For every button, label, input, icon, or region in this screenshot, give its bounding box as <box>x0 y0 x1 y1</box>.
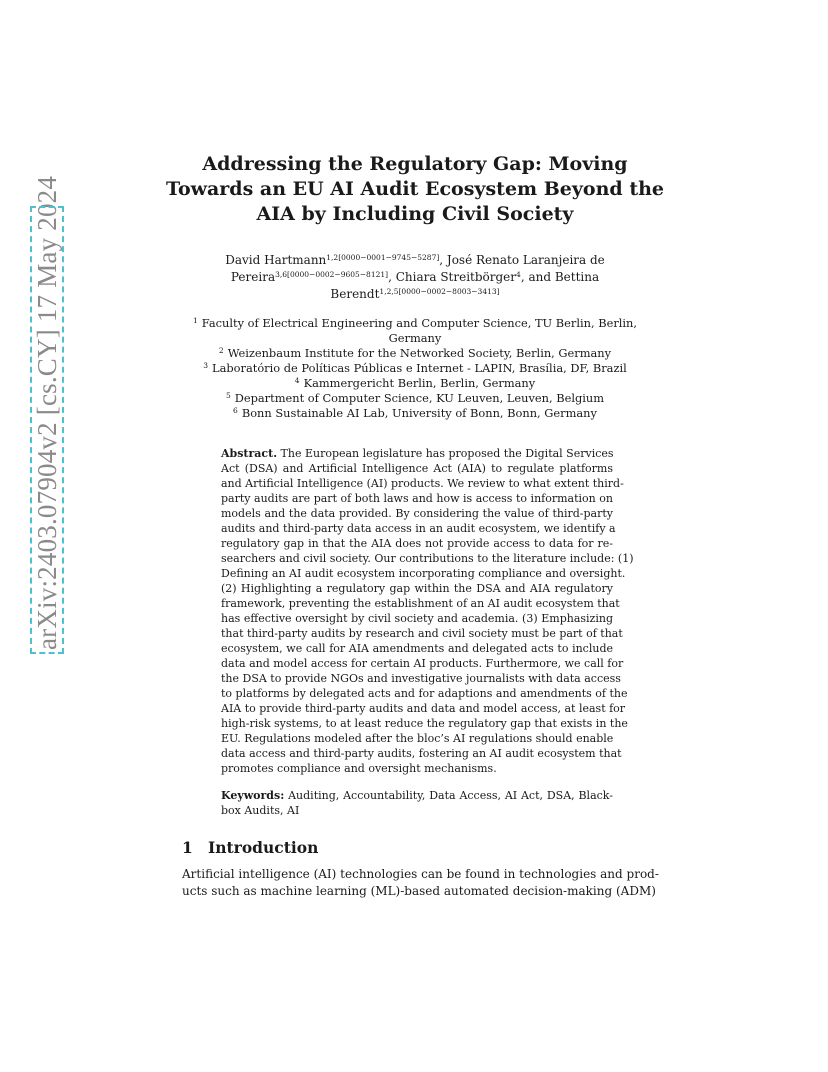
affiliation-item <box>180 346 650 361</box>
abstract-line: and Artificial Intelligence (AI) products. We review to what extent third- <box>221 477 624 490</box>
author-affiliation-marker: 1,2[0000−0001−9745−5287] <box>326 253 440 262</box>
keywords <box>221 788 613 818</box>
abstract <box>221 446 634 776</box>
affiliation-item <box>180 406 650 421</box>
body-text-line: ucts such as machine learning (ML)-based automated decision-making (ADM) <box>182 884 656 898</box>
paper-title <box>150 152 680 227</box>
abstract-line: to platforms by delegated acts and for adaptions and amendments of the <box>221 687 628 700</box>
author-list <box>190 252 640 303</box>
section-heading <box>182 838 318 858</box>
affiliation-text: Kammergericht Berlin, Berlin, Germany <box>303 376 536 390</box>
abstract-line: searchers and civil society. Our contributions to the literature include: (1) <box>221 552 634 565</box>
abstract-line: the DSA to provide NGOs and investigative journalists with data access <box>221 672 621 685</box>
abstract-line: ecosystem, we call for AIA amendments and delegated acts to include <box>221 642 613 655</box>
author-name: Pereira <box>230 270 276 284</box>
author-line <box>190 286 640 303</box>
abstract-line: high-risk systems, to at least reduce the regulatory gap that exists in the <box>221 717 628 730</box>
affiliation-number: 6 <box>233 406 238 415</box>
author-name: , José Renato Laranjeira de <box>439 253 605 267</box>
author-name: , and Bettina <box>520 270 600 284</box>
title-line: AIA by Including Civil Society <box>256 203 574 225</box>
affiliation-number: 5 <box>225 391 231 400</box>
author-name: David Hartmann <box>225 253 327 267</box>
abstract-line: that third-party audits by research and civil society must be part of that <box>221 627 623 640</box>
abstract-label: Abstract. <box>221 447 278 460</box>
affiliation-text: Bonn Sustainable AI Lab, University of Bonn, Bonn, Germany <box>241 406 597 420</box>
affiliation-text: Faculty of Electrical Engineering and Computer Science, TU Berlin, Berlin, <box>201 316 638 330</box>
affiliation-number: 4 <box>294 376 300 385</box>
abstract-line: models and the data provided. By considering the value of third-party <box>221 507 613 520</box>
affiliation-item <box>180 361 650 376</box>
author-affiliation-marker: 4 <box>516 270 521 279</box>
author-line <box>190 269 640 286</box>
abstract-line: Act (DSA) and Artificial Intelligence Act (AIA) to regulate platforms <box>221 462 613 475</box>
abstract-line: promotes compliance and oversight mechanisms. <box>221 762 497 775</box>
section-title: Introduction <box>208 838 319 857</box>
author-affiliation-marker: 3,6[0000−0002−9605−8121] <box>275 270 389 279</box>
affiliation-text: Laboratório de Políticas Públicas e Internet - LAPIN, Brasília, DF, Brazil <box>212 361 627 375</box>
arxiv-identifier-stamp: arXiv:2403.07904v2 [cs.CY] 17 May 2024 <box>32 175 62 650</box>
affiliation-number: 2 <box>218 346 224 355</box>
author-line <box>190 252 640 269</box>
affiliation-item <box>180 316 650 331</box>
abstract-line: data and model access for certain AI products. Furthermore, we call for <box>221 657 624 670</box>
affiliation-text: Germany <box>388 331 442 345</box>
abstract-line: (2) Highlighting a regulatory gap within the DSA and AIA regulatory <box>221 582 613 595</box>
affiliation-text: Department of Computer Science, KU Leuven, Leuven, Belgium <box>234 391 605 405</box>
keywords-label: Keywords: <box>221 789 285 802</box>
title-line: Towards an EU AI Audit Ecosystem Beyond the <box>166 178 664 200</box>
affiliation-list <box>180 316 650 421</box>
author-name: Berendt <box>330 287 380 301</box>
affiliation-item <box>180 391 650 406</box>
author-name: , Chiara Streitbörger <box>388 270 517 284</box>
abstract-line: data access and third-party audits, fostering an AI audit ecosystem that <box>221 747 622 760</box>
affiliation-number: 1 <box>192 316 198 325</box>
abstract-line: has effective oversight by civil society and academia. (3) Emphasizing <box>221 612 613 625</box>
abstract-line: Defining an AI audit ecosystem incorporating compliance and oversight. <box>221 567 626 580</box>
affiliation-item <box>180 376 650 391</box>
keywords-line <box>221 788 613 803</box>
title-line: Addressing the Regulatory Gap: Moving <box>202 153 628 175</box>
abstract-line: EU. Regulations modeled after the bloc’s AI regulations should enable <box>221 732 614 745</box>
affiliation-number: 3 <box>203 361 208 370</box>
abstract-line: party audits are part of both laws and how is access to information on <box>221 492 613 505</box>
section-number: 1 <box>182 838 193 857</box>
keywords-text: Auditing, Accountability, Data Access, AI Act, DSA, Black- <box>284 789 613 802</box>
keywords-line: box Audits, AI <box>221 804 300 817</box>
abstract-line: AIA to provide third-party audits and data and model access, at least for <box>221 702 626 715</box>
affiliation-item <box>180 331 650 346</box>
abstract-text: The European legislature has proposed the Digital Services <box>277 447 614 460</box>
abstract-line <box>221 446 613 461</box>
abstract-line: framework, preventing the establishment of an AI audit ecosystem that <box>221 597 620 610</box>
abstract-line: regulatory gap in that the AIA does not provide access to data for re- <box>221 537 613 550</box>
abstract-line: audits and third-party data access in an audit ecosystem, we identify a <box>221 522 616 535</box>
body-text-line: Artificial intelligence (AI) technologies can be found in technologies and prod- <box>182 867 659 881</box>
author-affiliation-marker: 1,2,5[0000−0002−8003−3413] <box>379 287 500 296</box>
intro-paragraph <box>182 866 659 900</box>
affiliation-text: Weizenbaum Institute for the Networked Society, Berlin, Germany <box>227 346 612 360</box>
